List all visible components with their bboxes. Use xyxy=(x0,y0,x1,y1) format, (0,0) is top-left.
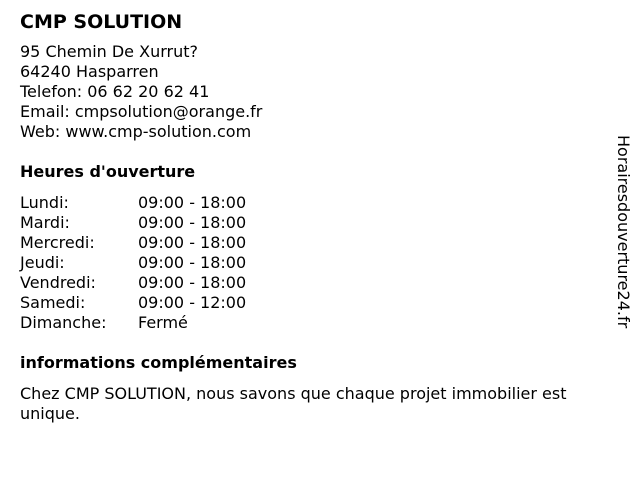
day-label: Mardi: xyxy=(20,213,70,232)
hours-row xyxy=(20,313,610,333)
hours-row xyxy=(20,213,610,233)
time-range: 09:00 - 18:00 xyxy=(138,253,247,272)
address-line-2: 64240 Hasparren xyxy=(20,62,159,81)
day-label: Samedi: xyxy=(20,293,86,312)
day-label: Dimanche: xyxy=(20,313,107,332)
business-card xyxy=(20,10,610,424)
email-line: Email: cmpsolution@orange.fr xyxy=(20,102,263,121)
brand-watermark: Horairesdouverture24.fr xyxy=(614,135,633,329)
business-name: CMP SOLUTION xyxy=(20,11,183,33)
hours-title: Heures d'ouverture xyxy=(20,162,196,181)
time-range: Fermé xyxy=(138,313,188,332)
time-range: 09:00 - 18:00 xyxy=(138,273,247,292)
day-label: Vendredi: xyxy=(20,273,96,292)
web-line: Web: www.cmp-solution.com xyxy=(20,122,252,141)
time-range: 09:00 - 18:00 xyxy=(138,193,247,212)
day-label: Mercredi: xyxy=(20,233,95,252)
hours-row xyxy=(20,233,610,253)
hours-row xyxy=(20,293,610,313)
info-text: Chez CMP SOLUTION, nous savons que chaque projet immobilier est unique. xyxy=(20,384,567,423)
hours-list xyxy=(20,193,610,333)
hours-row xyxy=(20,253,610,273)
day-label: Lundi: xyxy=(20,193,69,212)
hours-row xyxy=(20,193,610,213)
day-label: Jeudi: xyxy=(20,253,65,272)
hours-row xyxy=(20,273,610,293)
time-range: 09:00 - 18:00 xyxy=(138,233,247,252)
time-range: 09:00 - 12:00 xyxy=(138,293,247,312)
phone-line: Telefon: 06 62 20 62 41 xyxy=(20,82,210,101)
address-line-1: 95 Chemin De Xurrut? xyxy=(20,42,198,61)
info-title: informations complémentaires xyxy=(20,353,297,372)
time-range: 09:00 - 18:00 xyxy=(138,213,247,232)
